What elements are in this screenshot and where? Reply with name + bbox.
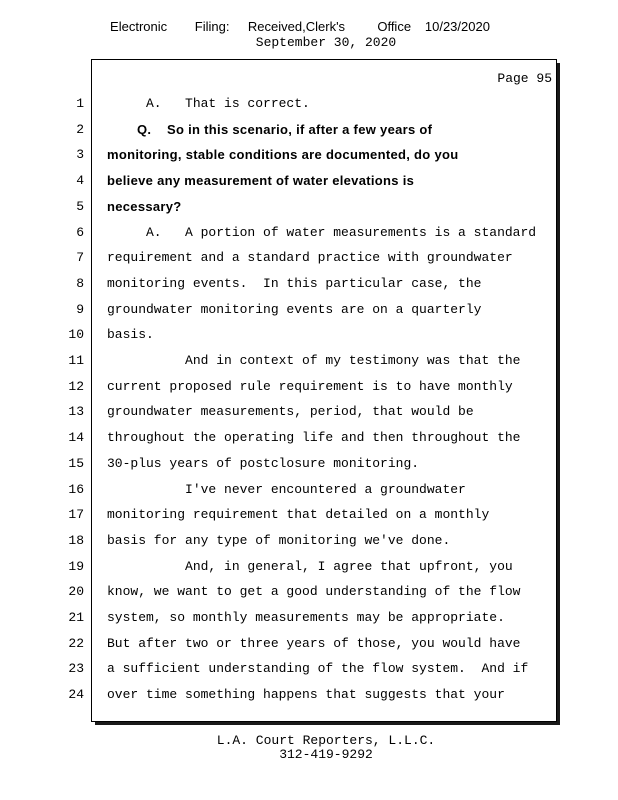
line-text: monitoring requirement that detailed on a monthly bbox=[107, 507, 490, 522]
line-text: a sufficient understanding of the flow system. And if bbox=[107, 661, 529, 676]
line-number: 24 bbox=[68, 687, 84, 702]
line-text: requirement and a standard practice with groundwater bbox=[107, 250, 513, 265]
line-text: A. A portion of water measurements is a standard bbox=[107, 225, 537, 240]
line-number: 2 bbox=[76, 122, 84, 137]
line-text: And in context of my testimony was that the bbox=[107, 353, 521, 368]
footer-phone: 312-419-9292 bbox=[279, 747, 373, 762]
line-text: But after two or three years of those, you would have bbox=[107, 636, 521, 651]
filing-stamp: Electronic Filing: Received,Clerk's Office 10/23/2020 bbox=[110, 19, 490, 34]
line-text: groundwater measurements, period, that would be bbox=[107, 404, 474, 419]
line-text: current proposed rule requirement is to have monthly bbox=[107, 379, 513, 394]
line-number: 3 bbox=[76, 147, 84, 162]
line-number: 5 bbox=[76, 199, 84, 214]
line-text: 30-plus years of postclosure monitoring. bbox=[107, 456, 420, 471]
line-number: 16 bbox=[68, 482, 84, 497]
line-number: 19 bbox=[68, 559, 84, 574]
line-number: 21 bbox=[68, 610, 84, 625]
line-text: basis. bbox=[107, 327, 154, 342]
line-text: system, so monthly measurements may be appropriate. bbox=[107, 610, 505, 625]
line-text: throughout the operating life and then throughout the bbox=[107, 430, 521, 445]
line-number: 18 bbox=[68, 533, 84, 548]
line-number: 9 bbox=[76, 302, 84, 317]
line-number: 1 bbox=[76, 96, 84, 111]
line-number: 4 bbox=[76, 173, 84, 188]
footer-company: L.A. Court Reporters, L.L.C. bbox=[216, 733, 436, 748]
line-text: monitoring events. In this particular case, the bbox=[107, 276, 482, 291]
line-text: know, we want to get a good understanding of the flow bbox=[107, 584, 521, 599]
line-number: 23 bbox=[68, 661, 84, 676]
line-number: 7 bbox=[76, 250, 84, 265]
line-number: 12 bbox=[68, 379, 84, 394]
line-number: 20 bbox=[68, 584, 84, 599]
line-number: 8 bbox=[76, 276, 84, 291]
line-text: groundwater monitoring events are on a quarterly bbox=[107, 302, 482, 317]
line-number: 17 bbox=[68, 507, 84, 522]
page-number: Page 95 bbox=[497, 71, 552, 86]
line-number: 11 bbox=[68, 353, 84, 368]
line-text: A. That is correct. bbox=[107, 96, 310, 111]
line-text: And, in general, I agree that upfront, you bbox=[107, 559, 513, 574]
line-text: over time something happens that suggests that your bbox=[107, 687, 505, 702]
line-text: necessary? bbox=[107, 199, 182, 214]
transcript-date: September 30, 2020 bbox=[255, 35, 397, 50]
line-text: I've never encountered a groundwater bbox=[107, 482, 466, 497]
line-number: 22 bbox=[68, 636, 84, 651]
line-text: monitoring, stable conditions are documented, do you bbox=[107, 147, 459, 162]
line-number: 10 bbox=[68, 327, 84, 342]
line-number: 6 bbox=[76, 225, 84, 240]
line-number: 14 bbox=[68, 430, 84, 445]
line-text: believe any measurement of water elevations is bbox=[107, 173, 415, 188]
line-number: 13 bbox=[68, 404, 84, 419]
line-text: basis for any type of monitoring we've done. bbox=[107, 533, 451, 548]
line-text: Q. So in this scenario, if after a few years of bbox=[137, 122, 433, 137]
line-number: 15 bbox=[68, 456, 84, 471]
